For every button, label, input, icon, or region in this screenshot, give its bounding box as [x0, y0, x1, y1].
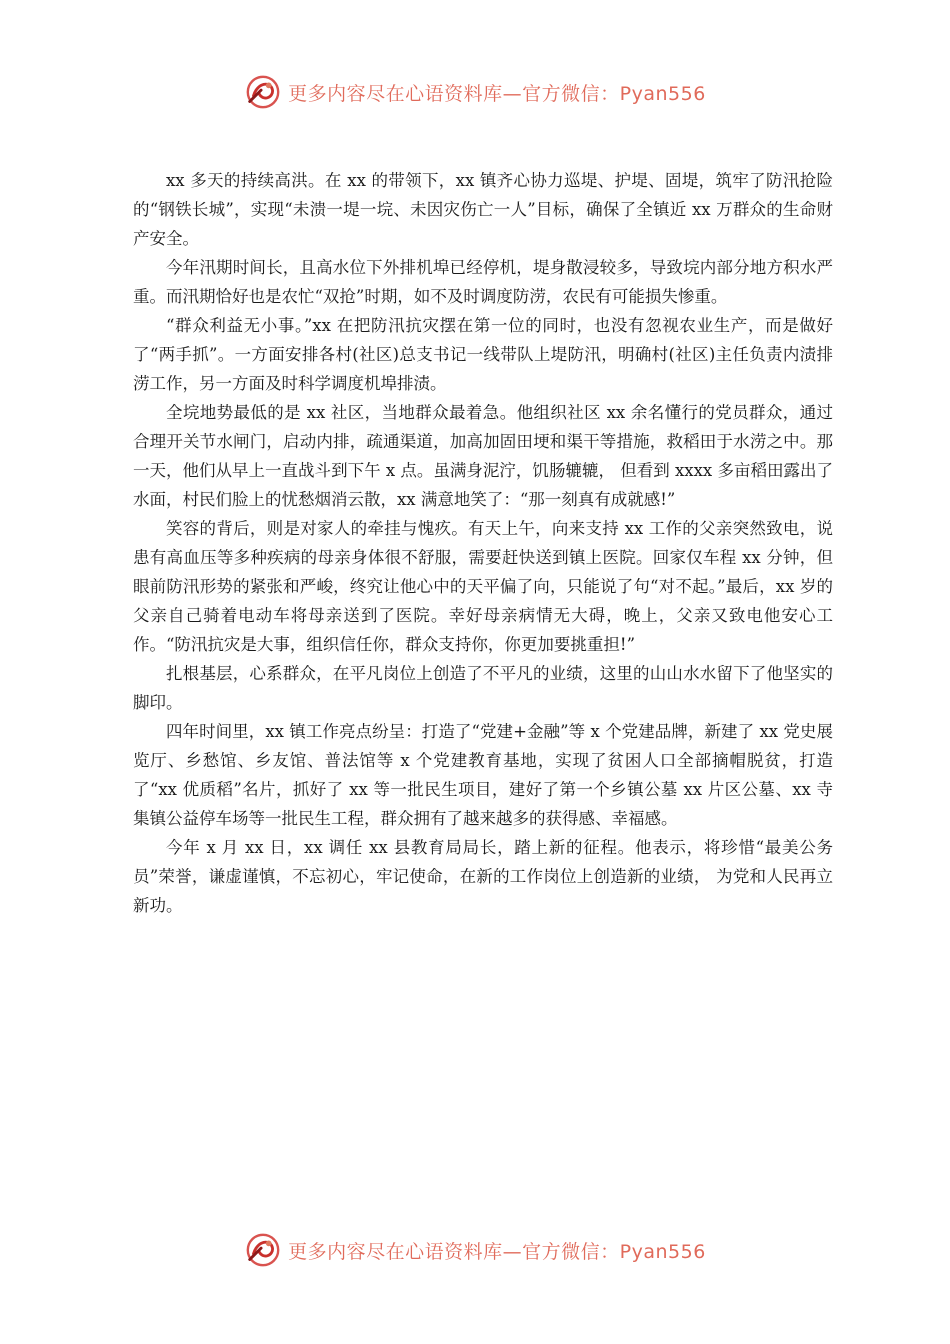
footer-banner — [0, 1228, 950, 1272]
paragraph: 四年时间里，xx 镇工作亮点纷呈：打造了“党建+金融”等 x 个党建品牌，新建了 xx 党史展览厅、乡愁馆、乡友馆、普法馆等 x 个党建教育基地，实现了贫困人口全部摘帽脱贫，打造了“xx 优质稻”名片，抓好了 xx 等一批民生项目，建好了第一个乡镇公墓 xx 片区公墓、xx 寺集镇公益停车场等一批民生工程，群众拥有了越来越多的获得感、幸福感。 — [133, 722, 833, 828]
paragraph: 今年汛期时间长，且高水位下外排机埠已经停机，堤身散浸较多，导致垸内部分地方积水严重。而汛期恰好也是农忙“双抢”时期，如不及时调度防涝，农民有可能损失惨重。 — [133, 258, 833, 306]
article-body — [133, 166, 833, 920]
swirl-logo-icon — [244, 73, 282, 111]
header-banner — [0, 70, 950, 114]
paragraph: 扎根基层，心系群众，在平凡岗位上创造了不平凡的业绩，这里的山山水水留下了他坚实的脚印。 — [133, 664, 833, 712]
paragraph: 笑容的背后，则是对家人的牵挂与愧疚。有天上午，向来支持 xx 工作的父亲突然致电，说患有高血压等多种疾病的母亲身体很不舒服，需要赶快送到镇上医院。回家仅车程 xx 分钟，但眼前防汛形势的紧张和严峻，终究让他心中的天平偏了向，只能说了句“对不起。”最后，xx 岁的父亲自己骑着电动车将母亲送到了医院。幸好母亲病情无大碍，晚上，父亲又致电他安心工作。“防汛抗灾是大事，组织信任你，群众支持你，你更加要挑重担!” — [133, 519, 833, 654]
paragraph: 今年 x 月 xx 日，xx 调任 xx 县教育局局长，踏上新的征程。他表示，将珍惜“最美公务员”荣誉，谦虚谨慎，不忘初心，牢记使命，在新的工作岗位上创造新的业绩， 为党和人民再立新功。 — [133, 838, 833, 915]
footer-banner-text: 更多内容尽在心语资料库—官方微信：Pyan556 — [288, 1240, 706, 1263]
swirl-logo-icon — [244, 1231, 282, 1269]
paragraph: 全垸地势最低的是 xx 社区，当地群众最着急。他组织社区 xx 余名懂行的党员群众，通过合理开关节水闸门，启动内排，疏通渠道，加高加固田埂和渠干等措施，救稻田于水涝之中。那一天，他们从早上一直战斗到下午 x 点。虽满身泥泞，饥肠辘辘， 但看到 xxxx 多亩稻田露出了水面，村民们脸上的忧愁烟消云散，xx 满意地笑了：“那一刻真有成就感!” — [133, 403, 833, 509]
header-banner-text: 更多内容尽在心语资料库—官方微信：Pyan556 — [288, 82, 706, 105]
paragraph: “群众利益无小事。”xx 在把防汛抗灾摆在第一位的同时，也没有忽视农业生产，而是做好了“两手抓”。一方面安排各村(社区)总支书记一线带队上堤防汛，明确村(社区)主任负责内渍排涝工作，另一方面及时科学调度机埠排渍。 — [133, 316, 833, 393]
paragraph: xx 多天的持续高洪。在 xx 的带领下，xx 镇齐心协力巡堤、护堤、固堤，筑牢了防汛抢险的“钢铁长城”，实现“未溃一堤一垸、未因灾伤亡一人”目标，确保了全镇近 xx 万群众的生命财产安全。 — [133, 171, 833, 248]
